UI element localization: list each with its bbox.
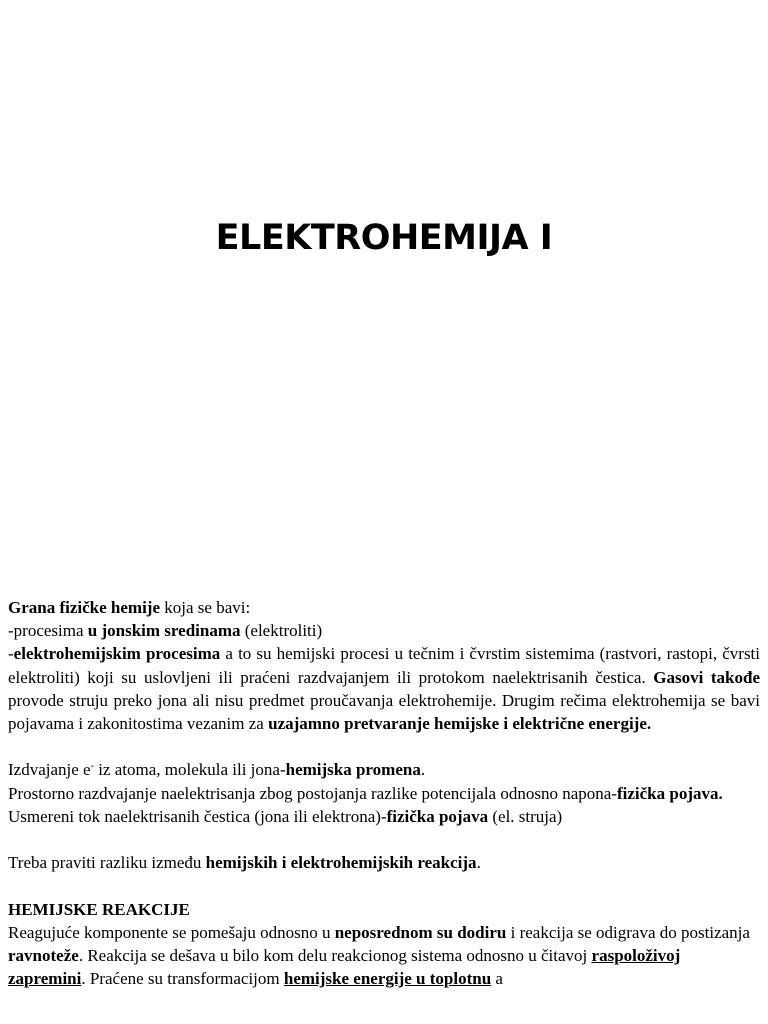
text-span: Reagujuće komponente se pomešaju odnosno u <box>8 922 335 942</box>
section2-line-3 <box>8 805 760 828</box>
text-span: -procesima <box>8 621 88 641</box>
text-span: . Praćene su transformacijom <box>81 969 284 989</box>
bold-underline-span: hemijske energije u toplotnu <box>283 969 492 989</box>
bold-underline-span: raspoloživoj zapremini <box>8 946 681 989</box>
bold-span: u jonskim sredinama <box>87 621 241 641</box>
paragraph-gap <box>8 874 760 897</box>
text-span: - <box>8 644 14 664</box>
bold-span: Gasovi takođe <box>653 667 760 687</box>
paragraph-gap <box>8 828 760 851</box>
bold-span: hemijska promena <box>285 760 421 780</box>
text-span: Prostorno razdvajanje naelektrisanja zbog postojanja razlike potencijala odnosno napona- <box>8 783 617 803</box>
section3-line <box>8 851 760 874</box>
bold-span: fizička pojava. <box>616 783 723 803</box>
text-span: iz atoma, molekula ili jona- <box>93 760 286 780</box>
section-heading: HEMIJSKE REAKCIJE <box>8 899 190 919</box>
intro-item-2 <box>8 642 760 735</box>
intro-line <box>8 596 760 619</box>
intro-item-1 <box>8 619 760 642</box>
text-span: i reakcija se odigrava do postizanja <box>506 922 750 942</box>
paragraph-gap <box>8 735 760 758</box>
intro-bold-phrase: Grana fizičke hemije <box>8 598 161 617</box>
bold-span: ravnoteže <box>8 946 79 965</box>
bold-span: uzajamno pretvaranje hemijske i električne energije. <box>268 714 652 734</box>
section4-paragraph <box>8 921 760 991</box>
text-span: a <box>491 969 503 989</box>
slide-title: ELEKTROHEMIJA I <box>215 218 553 258</box>
bold-span: fizička pojava <box>386 806 489 826</box>
intro-text: koja se bavi: <box>160 598 251 617</box>
section4-heading <box>8 898 760 921</box>
text-span: provode struju preko jona ali nisu predmet proučavanja elektrohemije. Drugim rečima elektrohemija se bavi pojavama i zakonitostima vezanim za <box>8 690 760 734</box>
section2-line-1 <box>8 758 760 781</box>
bold-span: hemijskih i elektrohemijskih reakcija <box>205 853 477 873</box>
text-span: Treba praviti razliku između <box>8 853 206 873</box>
bold-span: neposrednom su dodiru <box>334 922 507 942</box>
text-span: . <box>420 760 426 780</box>
bold-span: elektrohemijskim procesima <box>13 644 221 664</box>
text-span: . Reakcija se dešava u bilo kom delu reakcionog sistema odnosno u čitavoj <box>78 946 592 965</box>
text-span: . <box>476 853 481 873</box>
text-span: (elektroliti) <box>240 621 323 641</box>
text-span: Izdvajanje e <box>8 760 91 780</box>
body-text <box>8 596 760 990</box>
text-span: Usmereni tok naelektrisanih čestica (jona ili elektrona)- <box>8 806 387 826</box>
section2-line-2 <box>8 782 760 805</box>
text-span: a to su hemijski procesi u tečnim i čvrstim sistemima (rastvori, rastopi, čvrsti elektroliti) koji su uslovljeni ili praćeni razdvajanjem ili protokom naelektrisanih čestica. <box>8 644 761 687</box>
text-span: (el. struja) <box>488 806 563 826</box>
superscript: - <box>90 760 94 772</box>
